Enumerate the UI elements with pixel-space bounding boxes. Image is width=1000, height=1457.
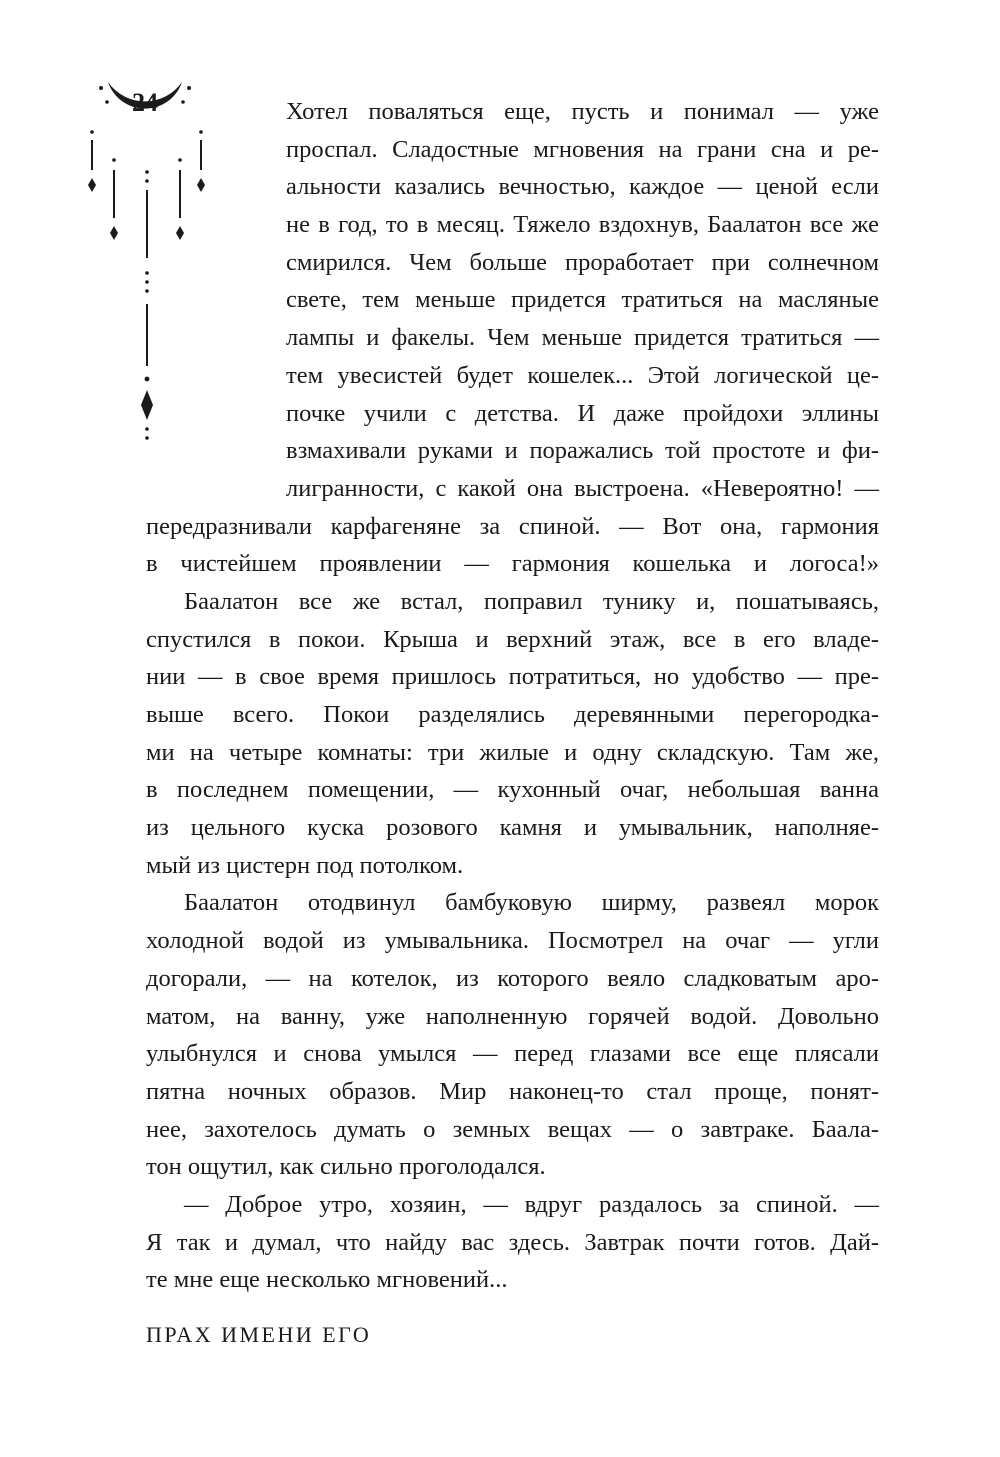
text-line: из цельного куска розового камня и умывальник, наполняе-: [146, 814, 879, 842]
text-line: Баалатон все же встал, поправил тунику и, пошатываясь,: [184, 587, 879, 615]
text-line: лигранности, с какой она выстроена. «Невероятно! —: [286, 474, 879, 502]
running-title: ПРАХ ИМЕНИ ЕГО: [146, 1322, 372, 1347]
body-text: [146, 93, 879, 1299]
text-line: холодной водой из умывальника. Посмотрел на очаг — угли: [146, 927, 879, 955]
text-line: не в год, то в месяц. Тяжело вздохнув, Баалатон все же: [286, 211, 879, 239]
page-number: 24: [132, 88, 158, 117]
text-line: улыбнулся и снова умылся — перед глазами все еще плясали: [146, 1040, 879, 1068]
text-line: матом, на ванну, уже наполненную горячей водой. Довольно: [146, 1002, 879, 1030]
text-line: передразнивали карфагеняне за спиной. — Вот она, гармония: [146, 512, 879, 540]
text-line: тем увесистей будет кошелек... Этой логической це-: [286, 361, 879, 389]
text-line: Баалатон отодвинул бамбуковую ширму, развеял морок: [184, 889, 879, 917]
text-line: свете, тем меньше придется тратиться на масляные: [286, 286, 879, 314]
text-line: выше всего. Покои разделялись деревянными перегородка-: [146, 701, 879, 728]
text-line: нии — в свое время пришлось потратиться, но удобство — пре-: [146, 663, 879, 691]
text-line: взмахивали руками и поражались той простоте и фи-: [286, 437, 879, 465]
text-line: смирился. Чем больше проработает при солнечном: [286, 248, 879, 276]
text-line: в последнем помещении, — кухонный очаг, небольшая ванна: [146, 776, 879, 804]
text-line: нее, захотелось думать о земных вещах — о завтраке. Баала-: [146, 1115, 879, 1143]
text-line: проспал. Сладостные мгновения на грани сна и ре-: [286, 135, 879, 163]
text-line: тон ощутил, как сильно проголодался.: [146, 1153, 546, 1181]
text-line: альности казались вечностью, каждое — ценой если: [286, 173, 879, 201]
text-line: мый из цистерн под потолком.: [146, 851, 464, 879]
text-line: Я так и думал, что найду вас здесь. Завтрак почти готов. Дай-: [146, 1228, 879, 1256]
text-line: те мне еще несколько мгновений...: [146, 1266, 508, 1294]
text-line: лампы и факелы. Чем меньше придется тратиться —: [286, 324, 879, 352]
text-line: в чистейшем проявлении — гармония кошелька и логоса!»: [146, 550, 879, 578]
text-line: Хотел поваляться еще, пусть и понимал — уже: [286, 98, 879, 125]
text-line: — Доброе утро, хозяин, — вдруг раздалось за спиной. —: [184, 1190, 879, 1218]
text-line: ми на четыре комнаты: три жилые и одну складскую. Там же,: [146, 738, 879, 766]
text-line: спустился в покои. Крыша и верхний этаж, все в его владе-: [146, 625, 879, 653]
text-line: догорали, — на котелок, из которого веяло сладковатым аро-: [146, 964, 879, 992]
text-line: почке учили с детства. И даже пройдохи эллины: [286, 399, 879, 427]
text-line: пятна ночных образов. Мир наконец-то стал проще, понят-: [146, 1077, 879, 1105]
